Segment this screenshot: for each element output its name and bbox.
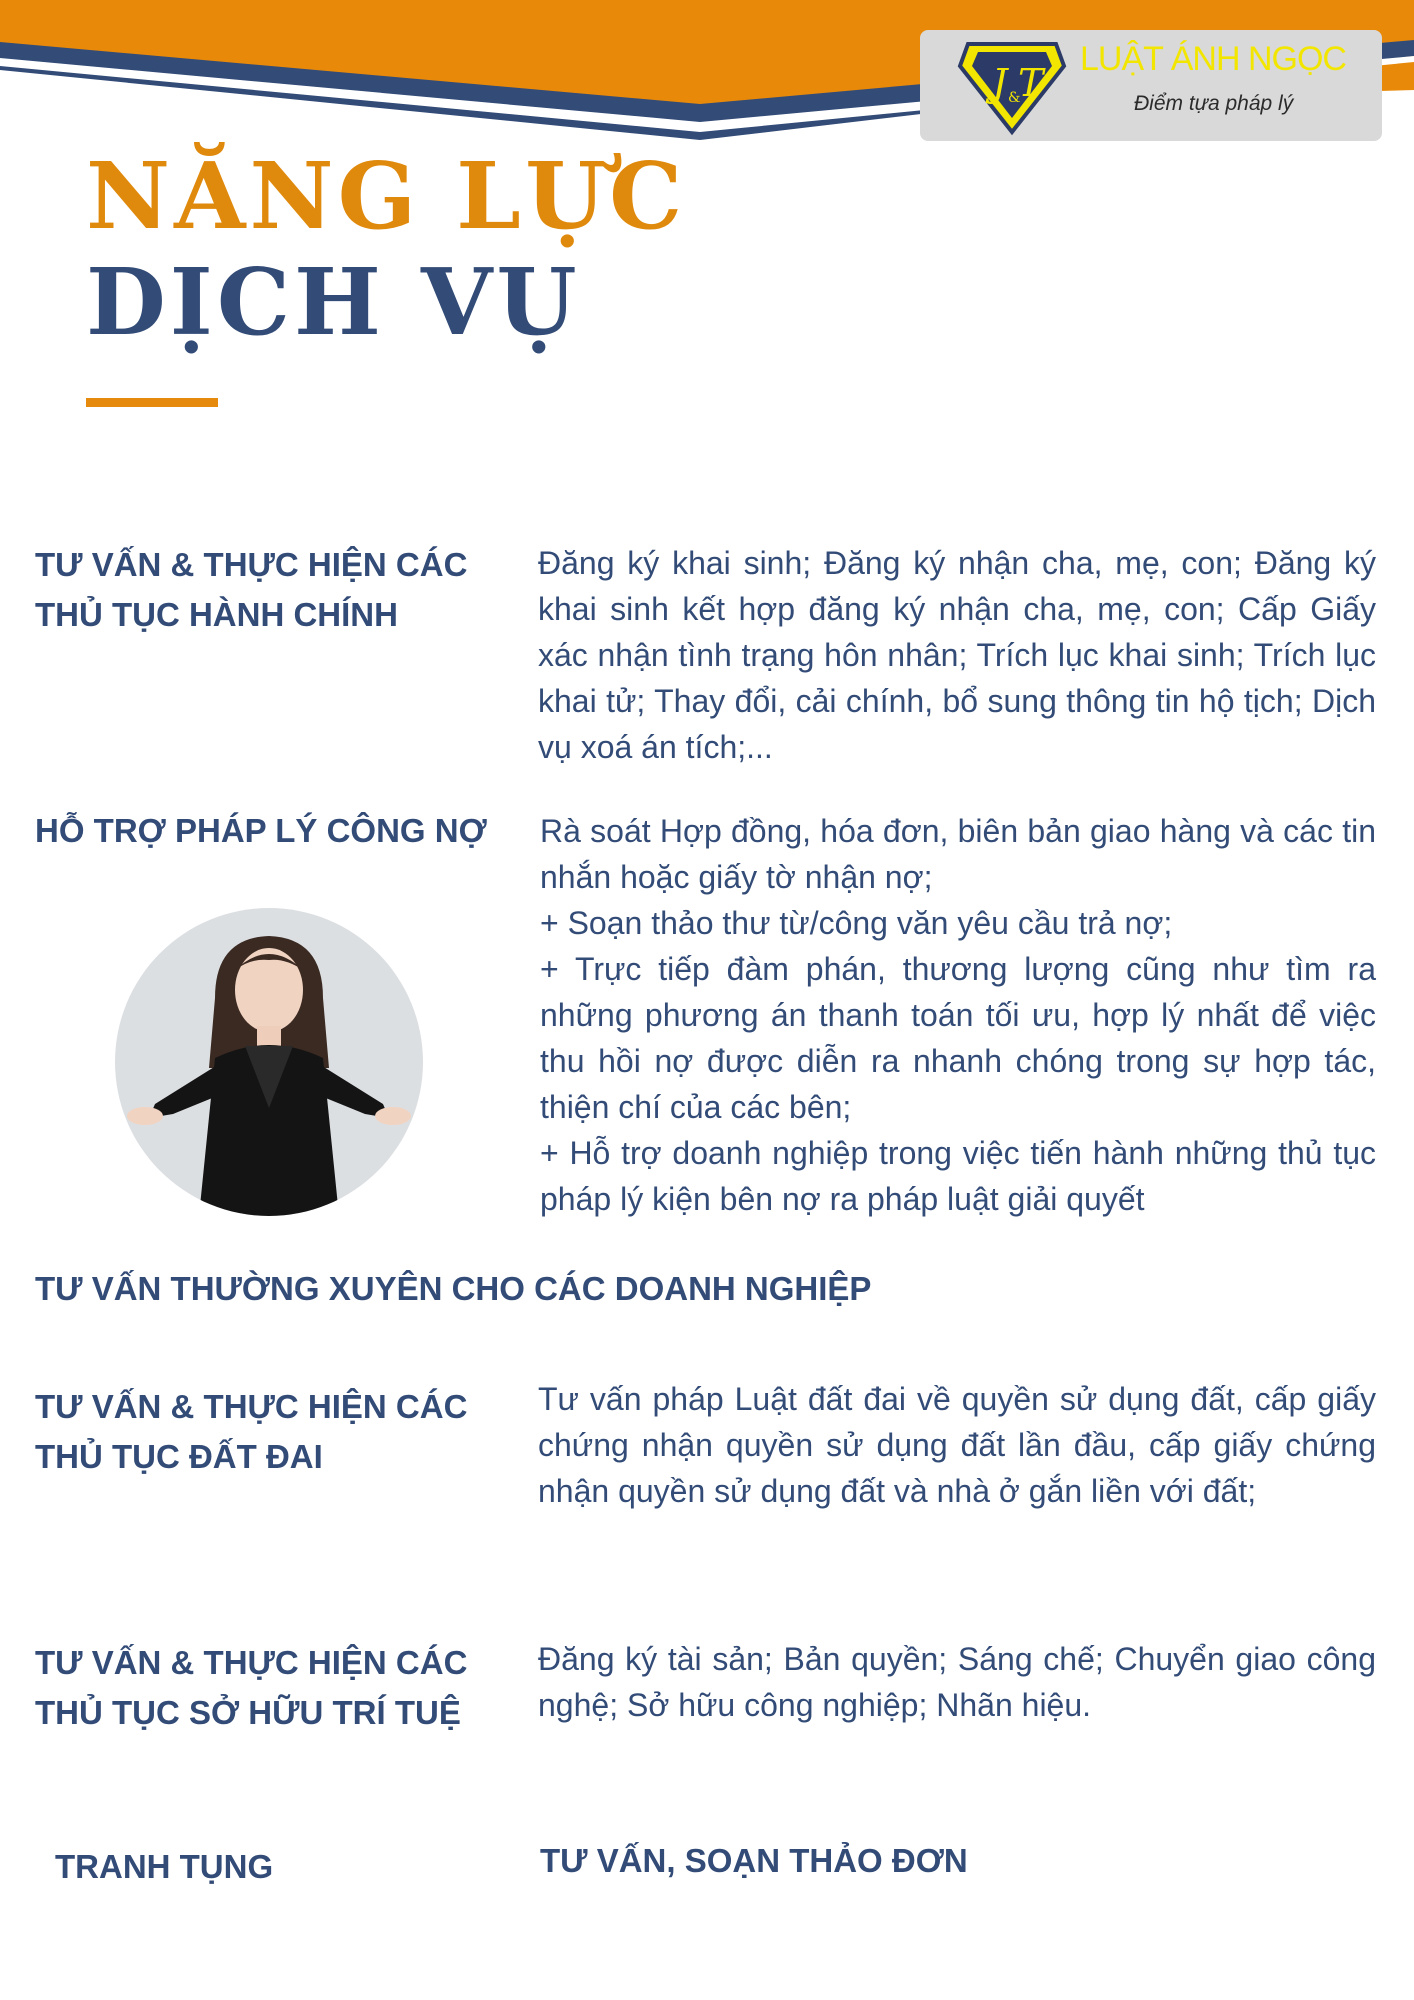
service-label-drafting: TƯ VẤN, SOẠN THẢO ĐƠN: [540, 1842, 968, 1879]
service-desc-ip: Đăng ký tài sản; Bản quyền; Sáng chế; Chuyển giao công nghệ; Sở hữu công nghiệp; Nhãn hiệu.: [538, 1641, 1376, 1723]
service-desc-debt: Rà soát Hợp đồng, hóa đơn, biên bản giao hàng và các tin nhắn hoặc giấy tờ nhận nợ; + Soạn thảo thư từ/công văn yêu cầu trả nợ; + Trực tiếp đàm phán, thương lượng cũng như tìm ra những phương án thanh toán tối ưu, hợp lý nhất để việc thu hồi nợ được diễn ra nhanh chóng trong sự hợp tác, thiện chí của các bên; + Hỗ trợ doanh nghiệp trong việc tiến hành những thủ tục pháp lý kiện bên nợ ra pháp luật giải quyết: [540, 813, 1376, 1217]
service-label-ip: TƯ VẤN & THỰC HIỆN CÁC THỦ TỤC SỞ HỮU TRÍ TUỆ: [35, 1644, 468, 1731]
service-label-debt: HỖ TRỢ PHÁP LÝ CÔNG NỢ: [35, 812, 487, 849]
brand-tagline: Điểm tựa pháp lý: [1134, 92, 1294, 115]
monogram-j: J: [992, 61, 1008, 105]
service-label-regular-advisory: TƯ VẤN THƯỜNG XUYÊN CHO CÁC DOANH NGHIỆP: [35, 1270, 872, 1307]
page-title-line2: DỊCH VỤ: [86, 248, 581, 356]
lawyer-portrait: [115, 908, 423, 1216]
diamond-shield-icon: [956, 36, 1068, 136]
service-desc-land: Tư vấn pháp Luật đất đai về quyền sử dụng đất, cấp giấy chứng nhận quyền sử dụng đất lần đầu, cấp giấy chứng nhận quyền sử dụng đất và nhà ở gắn liền với đất;: [538, 1381, 1376, 1509]
service-label-litigation: TRANH TỤNG: [55, 1848, 274, 1885]
service-label-administrative: TƯ VẤN & THỰC HIỆN CÁC THỦ TỤC HÀNH CHÍNH: [35, 546, 468, 633]
brand-logo: [920, 30, 1382, 141]
title-underline: [86, 398, 218, 407]
monogram-amp: &: [1008, 90, 1021, 106]
page-title-line1: NĂNG LỰC: [86, 142, 687, 250]
service-label-land: TƯ VẤN & THỰC HIỆN CÁC THỦ TỤC ĐẤT ĐAI: [35, 1388, 468, 1475]
brand-name: LUẬT ÁNH NGỌC: [1080, 40, 1346, 78]
monogram-t: T: [1018, 61, 1044, 105]
service-desc-administrative: Đăng ký khai sinh; Đăng ký nhận cha, mẹ, con; Đăng ký khai sinh kết hợp đăng ký nhận cha, mẹ, con; Cấp Giấy xác nhận tình trạng hôn nhân; Trích lục khai sinh; Trích lục khai tử; Thay đổi, cải chính, bổ sung thông tin hộ tịch; Dịch vụ xoá án tích;...: [538, 545, 1376, 765]
